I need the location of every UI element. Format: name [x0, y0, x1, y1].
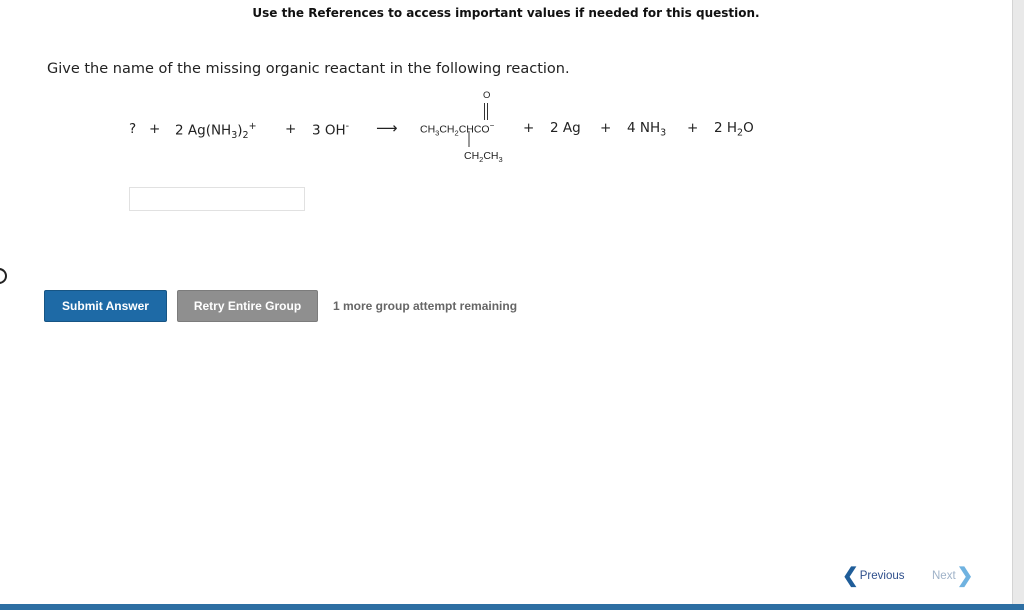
- references-notice: Use the References to access important values if needed for this question.: [252, 6, 760, 20]
- reaction-arrow-icon: ⟶: [376, 119, 398, 137]
- next-button[interactable]: [932, 565, 974, 587]
- retry-entire-group-button[interactable]: Retry Entire Group: [177, 290, 318, 322]
- plus-sign: +: [523, 120, 535, 136]
- next-label: Next: [932, 570, 956, 582]
- product-water: 2 $H_2O$: [714, 120, 754, 139]
- product-silver: 2 Ag: [550, 120, 581, 136]
- previous-button[interactable]: [842, 565, 905, 587]
- plus-sign: +: [600, 120, 612, 136]
- product-branch: $CH_2CH_3$: [464, 150, 503, 165]
- reactant-silver-complex: 2 $Ag(NH_3)_2^+$: [175, 121, 257, 142]
- chevron-right-icon: ❯: [956, 565, 974, 587]
- plus-sign: +: [687, 120, 699, 136]
- plus-sign: +: [149, 121, 161, 137]
- plus-sign: +: [285, 121, 297, 137]
- product-chain: $CH_3CH_2CHCO^-$: [420, 121, 495, 138]
- question-prompt: Give the name of the missing organic reactant in the following reaction.: [47, 61, 570, 77]
- chevron-left-icon: ❮: [842, 565, 859, 587]
- answer-input[interactable]: [129, 187, 305, 211]
- carbonyl-oxygen: O: [483, 90, 491, 101]
- product-ammonia: 4 $NH_3$: [627, 120, 667, 139]
- attempts-remaining-text: 1 more group attempt remaining: [333, 299, 518, 313]
- unknown-reactant: ?: [129, 121, 137, 137]
- bottom-bar: [0, 604, 1024, 610]
- previous-label: Previous: [859, 570, 905, 582]
- reactant-hydroxide: 3 OH-: [312, 121, 350, 139]
- submit-answer-button[interactable]: Submit Answer: [44, 290, 167, 322]
